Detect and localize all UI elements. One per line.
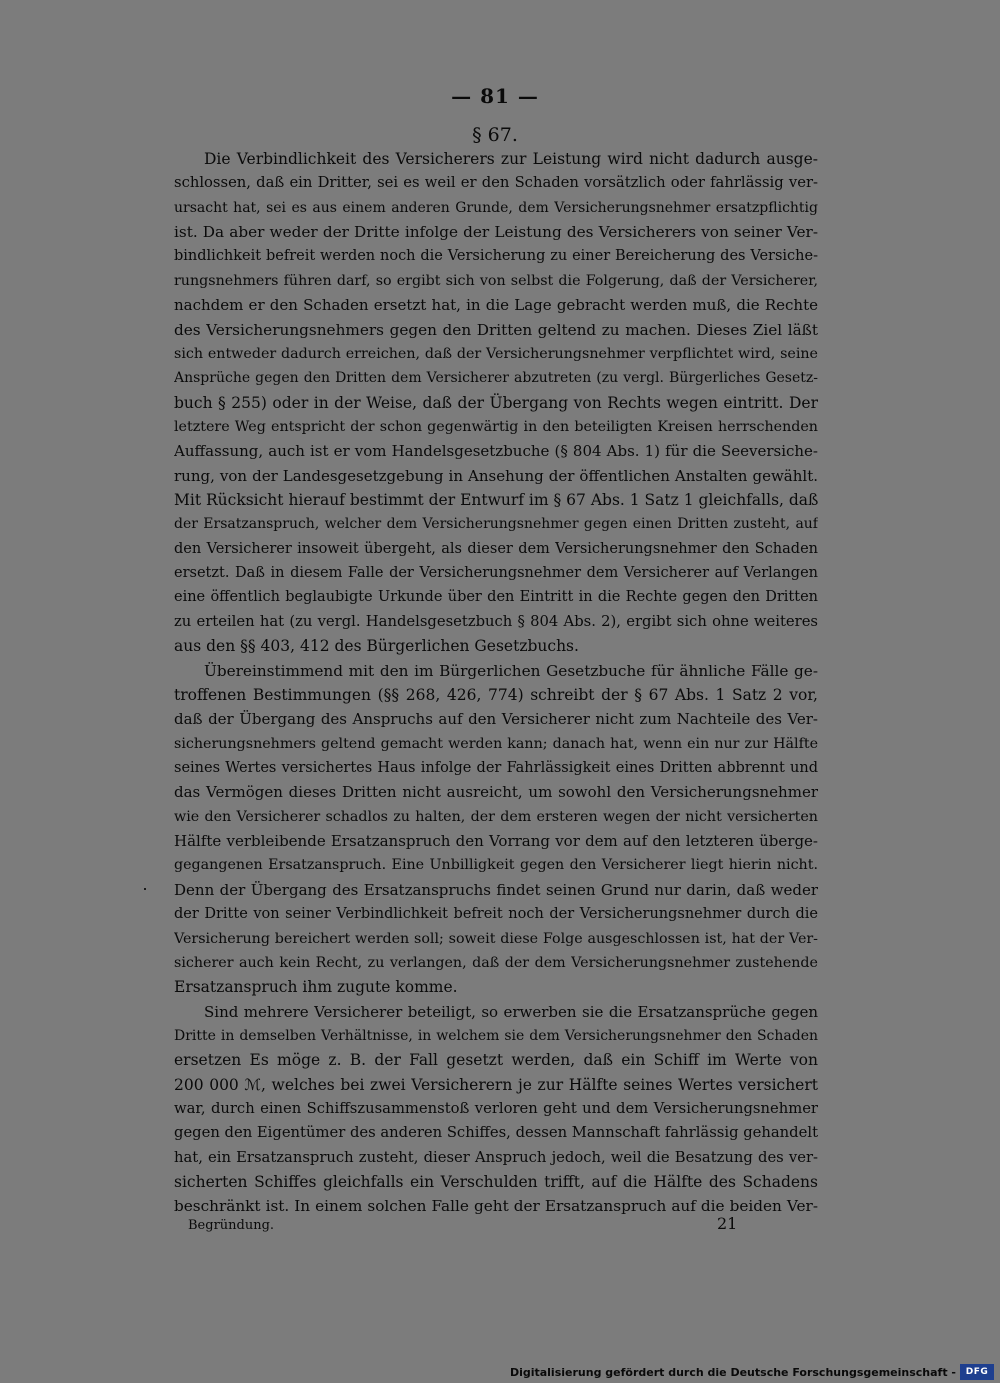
- text-line: rungsnehmers führen darf, so ergibt sich von selbst die Folgerung, daß der Versicherer,: [174, 272, 818, 289]
- text-line: eine öffentlich beglaubigte Urkunde über den Eintritt in die Rechte gegen den Dritten: [174, 589, 818, 606]
- text-line: sicherungsnehmers geltend gemacht werden kann; danach hat, wenn ein nur zur Hälfte: [174, 735, 818, 752]
- text-line: gegen den Eigentümer des anderen Schiffes, dessen Mannschaft fahrlässig gehandelt: [174, 1124, 818, 1142]
- footer-signature: Begründung.: [188, 1218, 275, 1233]
- text-line: des Versicherungsnehmers gegen den Dritten geltend zu machen. Dieses Ziel läßt: [174, 320, 818, 339]
- text-line: gegangenen Ersatzanspruch. Eine Unbilligkeit gegen den Versicherer liegt hierin nicht.: [174, 857, 818, 874]
- text-line: aus den §§ 403, 412 des Bürgerlichen Gesetzbuchs.: [174, 637, 579, 656]
- text-line: das Vermögen dieses Dritten nicht ausreicht, um sowohl den Versicherungsnehmer: [174, 783, 818, 802]
- text-line: ist. Da aber weder der Dritte infolge der Leistung des Versicherers von seiner Ver-: [174, 223, 818, 242]
- text-line: Hälfte verbleibende Ersatzanspruch den Vorrang vor dem auf den letzteren überge-: [174, 832, 818, 851]
- scan-speck: [144, 888, 146, 890]
- text-line: ersetzen Es möge z. B. der Fall gesetzt werden, daß ein Schiff im Werte von: [174, 1051, 818, 1070]
- text-line: Versicherung bereichert werden soll; soweit diese Folge ausgeschlossen ist, hat der Ver-: [174, 930, 818, 947]
- text-line: letztere Weg entspricht der schon gegenwärtig in den beteiligten Kreisen herrschenden: [174, 418, 818, 435]
- text-line: Denn der Übergang des Ersatzanspruchs findet seinen Grund nur darin, daß weder: [174, 880, 818, 899]
- text-line: Die Verbindlichkeit des Versicherers zur Leistung wird nicht dadurch ausge-: [204, 150, 818, 168]
- body-text: [174, 147, 818, 1219]
- funding-credit: Digitalisierung gefördert durch die Deutsche Forschungsgemeinschaft -: [509, 1366, 956, 1379]
- text-line: ersetzt. Daß in diesem Falle der Versicherungsnehmer dem Versicherer auf Verlangen: [174, 565, 818, 582]
- text-line: 200 000 ℳ, welches bei zwei Versicherern je zur Hälfte seines Wertes versichert: [174, 1075, 818, 1094]
- text-line: sicherten Schiffes gleichfalls ein Verschulden trifft, auf die Hälfte des Schadens: [174, 1173, 818, 1192]
- text-line: zu erteilen hat (zu vergl. Handelsgesetzbuch § 804 Abs. 2), ergibt sich ohne weiteres: [174, 612, 818, 630]
- text-line: der Dritte von seiner Verbindlichkeit befreit noch der Versicherungsnehmer durch die: [174, 906, 818, 923]
- text-line: den Versicherer insoweit übergeht, als dieser dem Versicherungsnehmer den Schaden: [174, 540, 818, 557]
- text-line: der Ersatzanspruch, welcher dem Versicherungsnehmer gegen einen Dritten zusteht, auf: [174, 516, 818, 533]
- text-line: Auffassung, auch ist er vom Handelsgesetzbuche (§ 804 Abs. 1) für die Seeversiche-: [174, 442, 818, 461]
- text-line: Übereinstimmend mit den im Bürgerlichen Gesetzbuche für ähnliche Fälle ge-: [204, 661, 818, 680]
- text-line: Ersatzanspruch ihm zugute komme.: [174, 978, 458, 997]
- text-line: Ansprüche gegen den Dritten dem Versicherer abzutreten (zu vergl. Bürgerliches Gesetz-: [174, 370, 818, 387]
- text-line: seines Wertes versichertes Haus infolge der Fahrlässigkeit eines Dritten abbrennt und: [174, 759, 818, 776]
- text-line: sicherer auch kein Recht, zu verlangen, daß der dem Versicherungsnehmer zustehende: [174, 954, 818, 971]
- text-line: bindlichkeit befreit werden noch die Versicherung zu einer Bereicherung des Versiche-: [174, 248, 818, 265]
- section-heading: § 67.: [472, 124, 518, 146]
- text-line: buch § 255) oder in der Weise, daß der Übergang von Rechts wegen eintritt. Der: [174, 393, 818, 412]
- text-line: hat, ein Ersatzanspruch zusteht, dieser Anspruch jedoch, weil die Besatzung des ver-: [174, 1148, 818, 1166]
- text-line: wie den Versicherer schadlos zu halten, der dem ersteren wegen der nicht versicherten: [174, 808, 818, 825]
- text-line: Dritte in demselben Verhältnisse, in welchem sie dem Versicherungsnehmer den Schaden: [174, 1027, 818, 1044]
- text-line: Mit Rücksicht hierauf bestimmt der Entwurf im § 67 Abs. 1 Satz 1 gleichfalls, daß: [174, 491, 818, 510]
- dfg-logo-icon: DFG: [960, 1364, 994, 1380]
- footer-sheet-number: 21: [717, 1214, 738, 1233]
- text-line: sich entweder dadurch erreichen, daß der Versicherungsnehmer verpflichtet wird, seine: [174, 345, 818, 362]
- text-line: ursacht hat, sei es aus einem anderen Grunde, dem Versicherungsnehmer ersatzpflichtig: [174, 199, 818, 216]
- text-line: rung, von der Landesgesetzgebung in Ansehung der öffentlichen Anstalten gewählt.: [174, 466, 818, 485]
- text-line: schlossen, daß ein Dritter, sei es weil er den Schaden vorsätzlich oder fahrlässig ver-: [174, 174, 818, 192]
- text-line: war, durch einen Schiffszusammenstoß verloren geht und dem Versicherungsnehmer: [174, 1100, 818, 1118]
- text-line: troffenen Bestimmungen (§§ 268, 426, 774) schreibt der § 67 Abs. 1 Satz 2 vor,: [174, 685, 818, 704]
- text-line: beschränkt ist. In einem solchen Falle geht der Ersatzanspruch auf die beiden Ver-: [174, 1197, 818, 1216]
- text-line: nachdem er den Schaden ersetzt hat, in die Lage gebracht werden muß, die Rechte: [174, 296, 818, 315]
- page-number: — 81 —: [451, 84, 539, 108]
- text-line: Sind mehrere Versicherer beteiligt, so erwerben sie die Ersatzansprüche gegen: [204, 1002, 818, 1021]
- text-line: daß der Übergang des Anspruchs auf den Versicherer nicht zum Nachteile des Ver-: [174, 710, 818, 729]
